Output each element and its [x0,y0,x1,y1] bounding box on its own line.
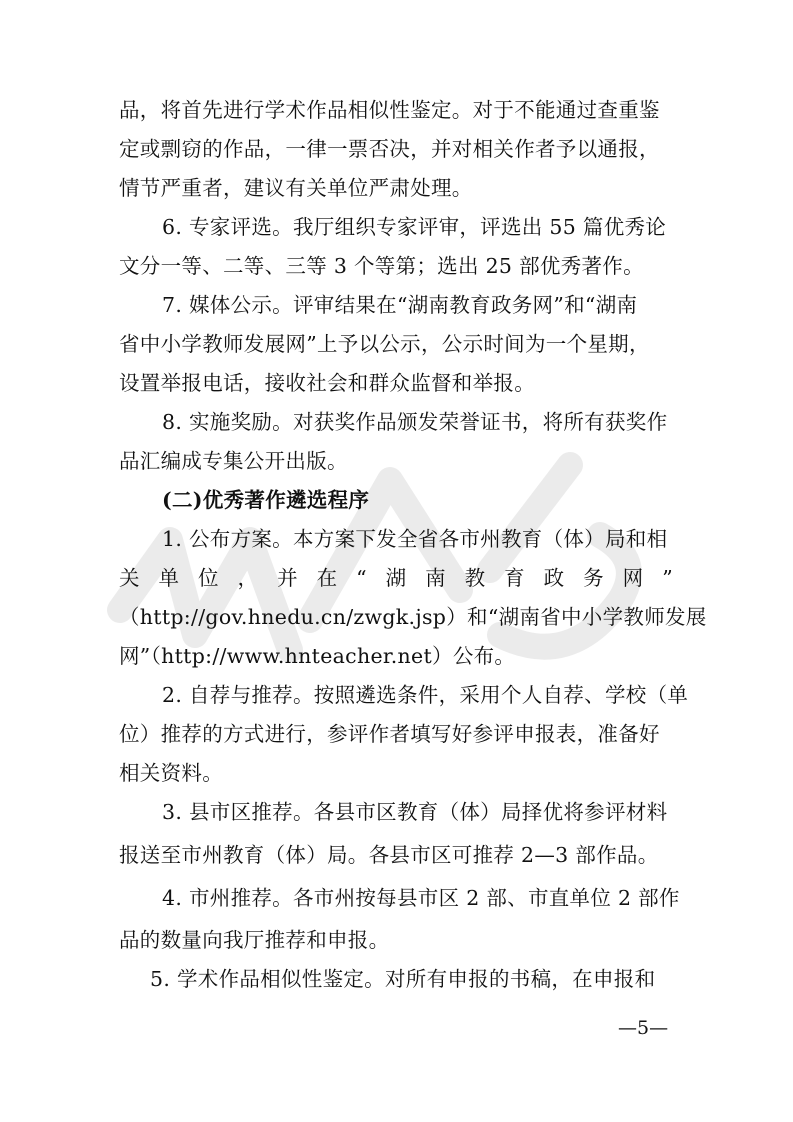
text-line: 报送至市州教育（体）局。各县市区可推荐 2—3 部作品。 [119,843,659,867]
text-line: 位）推荐的方式进行，参评作者填写好参评申报表，准备好 [119,722,660,746]
text-line: 5. 学术作品相似性鉴定。对所有申报的书稿，在申报和 [150,967,656,991]
text-line: 相关资料。 [119,761,223,785]
text-line: 4. 市州推荐。各市州按每县市区 2 部、市直单位 2 部作 [162,886,680,910]
text-line-with-link: 网”（http://www.hnteacher.net）公布。 [119,644,516,668]
text-line: 1. 公布方案。本方案下发全省各市州教育（体）局和相 [162,527,668,551]
text-line: 文分一等、二等、三等 3 个等第；选出 25 部优秀著作。 [119,254,644,278]
text-line: 品汇编成专集公开出版。 [119,449,348,473]
text-line: 省中小学教师发展网”上予以公示，公示时间为一个星期， [119,332,650,356]
text-line: 品，将首先进行学术作品相似性鉴定。对于不能通过查重鉴 [119,98,660,122]
page-number: —5— [618,1017,669,1039]
text-line: 3. 县市区推荐。各县市区教育（体）局择优将参评材料 [162,800,668,824]
section-heading: (二)优秀著作遴选程序 [162,488,370,512]
text-line-with-link: （http://gov.hnedu.cn/zwgk.jsp）和“湖南省中小学教师发展 [119,605,707,629]
text-line: 2. 自荐与推荐。按照遴选条件，采用个人自荐、学校（单 [162,683,689,707]
text-line: 6. 专家评选。我厅组织专家评审，评选出 55 篇优秀论 [162,215,667,239]
text-line-justified: 关 单 位 ， 并 在 “ 湖 南 教 育 政 务 网 ” [119,566,673,590]
text-line: 设置举报电话，接收社会和群众监督和举报。 [119,371,535,395]
text-line: 情节严重者，建议有关单位严肃处理。 [119,176,473,200]
text-line: 定或剽窃的作品，一律一票否决，并对相关作者予以通报， [119,137,660,161]
text-line: 8. 实施奖励。对获奖作品颁发荣誉证书，将所有获奖作 [162,410,668,434]
text-line: 品的数量向我厅推荐和申报。 [119,928,390,952]
text-line: 7. 媒体公示。评审结果在“湖南教育政务网”和“湖南 [162,293,638,317]
